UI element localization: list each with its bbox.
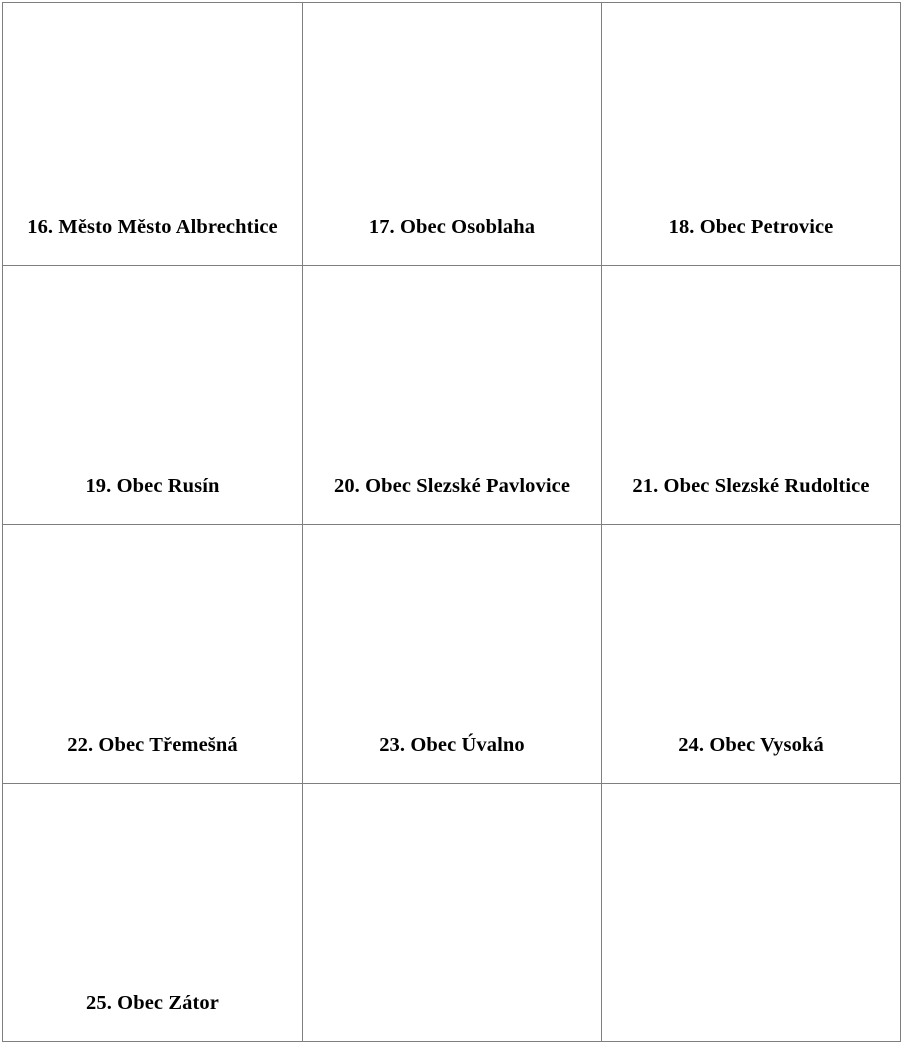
table-cell-24 bbox=[602, 525, 901, 784]
municipality-label: 25. Obec Zátor bbox=[86, 992, 219, 1015]
table-cell-20 bbox=[303, 266, 602, 525]
table-row bbox=[3, 784, 901, 1042]
table-cell-22 bbox=[3, 525, 303, 784]
municipality-table bbox=[2, 2, 901, 1042]
municipality-label bbox=[608, 1014, 894, 1015]
table-cell-16 bbox=[3, 3, 303, 266]
table-cell-17 bbox=[303, 3, 602, 266]
table-cell-23 bbox=[303, 525, 602, 784]
municipality-label: 24. Obec Vysoká bbox=[678, 734, 824, 757]
table-cell-empty bbox=[303, 784, 602, 1042]
municipality-label bbox=[309, 1014, 595, 1015]
table-row bbox=[3, 266, 901, 525]
table-cell-25 bbox=[3, 784, 303, 1042]
municipality-label: 18. Obec Petrovice bbox=[668, 216, 834, 239]
municipality-label: 22. Obec Třemešná bbox=[67, 734, 238, 757]
municipality-label: 19. Obec Rusín bbox=[85, 475, 220, 498]
municipality-label: 16. Město Město Albrechtice bbox=[27, 216, 278, 239]
table-cell-21 bbox=[602, 266, 901, 525]
municipality-label: 20. Obec Slezské Pavlovice bbox=[333, 475, 571, 498]
table-row bbox=[3, 3, 901, 266]
municipality-label: 23. Obec Úvalno bbox=[379, 734, 525, 757]
table-body bbox=[3, 3, 901, 1042]
table-row bbox=[3, 525, 901, 784]
municipality-label: 21. Obec Slezské Rudoltice bbox=[632, 475, 870, 498]
table-cell-19 bbox=[3, 266, 303, 525]
table-cell-18 bbox=[602, 3, 901, 266]
table-cell-empty bbox=[602, 784, 901, 1042]
municipality-label: 17. Obec Osoblaha bbox=[368, 216, 536, 239]
